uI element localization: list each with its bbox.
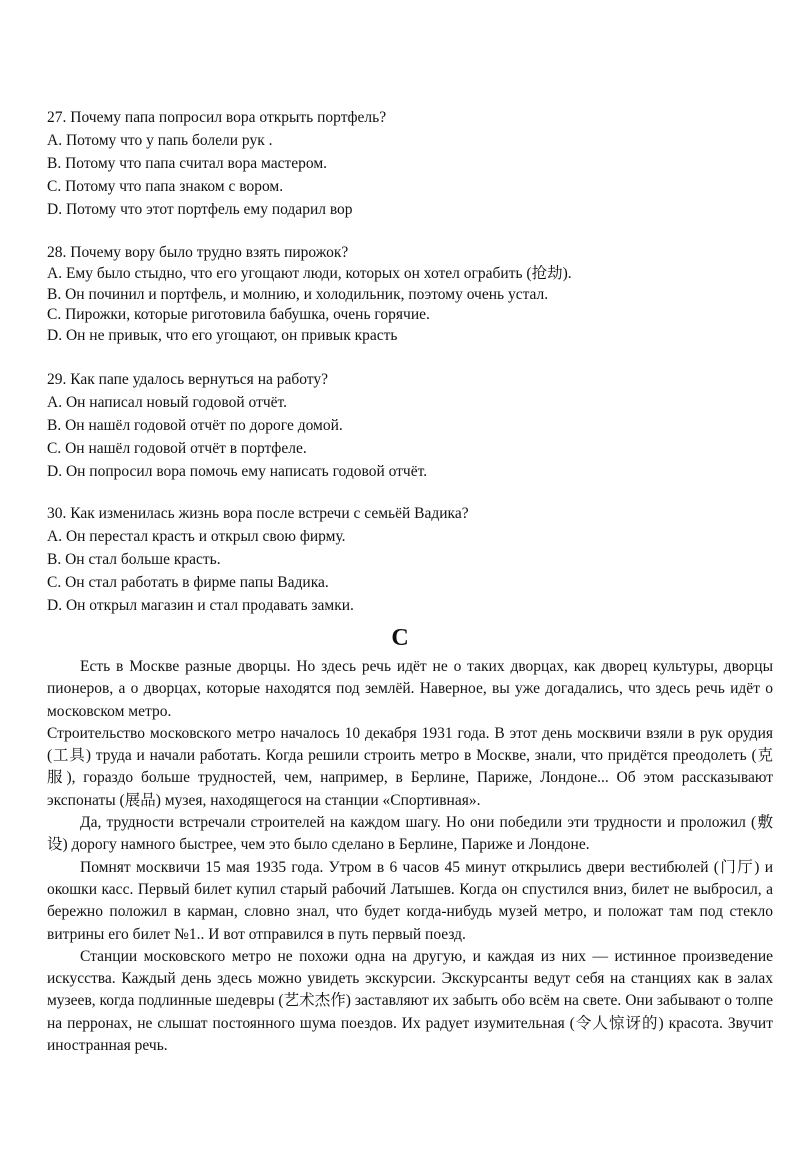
question-text: 28. Почему вору было трудно взять пирожок?: [47, 244, 349, 261]
passage-paragraph-2: Строительство московского метро началось 10 декабря 1931 года. В этот день москвичи взяли в рук орудия (工具) труда и начали работать. Когда решили строить метро в Москве, знали, что придётся преодолеть (克服), гораздо больше трудностей, чем, например, в Берлине, Париже, Лондоне... Об этом рассказывают экспонаты (展品) музея, находящегося на станции «Спортивная».: [47, 724, 773, 809]
option-d: D. Он не привык, что его угощают, он привык красть: [47, 326, 398, 344]
reading-passage: [47, 656, 773, 1057]
option-b: B. Потому что папа считал вора мастером.: [47, 155, 328, 172]
question-28: [47, 241, 767, 346]
question-text: 30. Как изменилась жизнь вора после встречи с семьёй Вадика?: [47, 505, 469, 522]
question-27: [47, 106, 767, 221]
passage-paragraph-4: Помнят москвичи 15 мая 1935 года. Утром в 6 часов 45 минут открылись двери вестибюлей (门厅) и окошки касс. Первый билет купил старый рабочий Латышев. Когда он спустился вниз, билет не выбросил, а бережно положил в карман, словно знал, что будет когда-нибудь музей метро, и положат там под стекло витрины его билет №1.. И вот отправился в путь первый поезд.: [47, 858, 773, 943]
question-text: 29. Как папе удалось вернуться на работу?: [47, 371, 328, 388]
option-b: B. Он нашёл годовой отчёт по дороге домой.: [47, 417, 343, 434]
option-a: A. Он написал новый годовой отчёт.: [47, 394, 288, 411]
option-a: A. Ему было стыдно, что его угощают люди, которых он хотел ограбить (抢劫).: [47, 265, 572, 282]
passage-paragraph-5: Станции московского метро не похожи одна на другую, и каждая из них — истинное произведение искусства. Каждый день здесь можно увидеть экскурсии. Экскурсанты ведут себя на станциях как в залах музеев, когда подлинные шедевры (艺术杰作) заставляют их забыть обо всём на свете. Они забывают о толпе на перронах, не слышат постоянного шума поездов. Их радует изумительная (令人惊讶的) красота. Звучит иностранная речь.: [47, 947, 773, 1055]
option-b: B. Он стал больше красть.: [47, 551, 221, 568]
option-a: A. Он перестал красть и открыл свою фирму.: [47, 528, 346, 545]
option-c: C. Он стал работать в фирме папы Вадика.: [47, 574, 329, 591]
option-d: D. Он попросил вора помочь ему написать годовой отчёт.: [47, 463, 428, 480]
option-d: D. Потому что этот портфель ему подарил вор: [47, 201, 353, 218]
section-heading: C: [391, 625, 409, 651]
question-text: 27. Почему папа попросил вора открыть портфель?: [47, 109, 387, 126]
option-c: C. Пирожки, которые риготовила бабушка, очень горячие.: [47, 306, 430, 323]
option-c: C. Потому что папа знаком с вором.: [47, 178, 284, 195]
question-29: [47, 368, 767, 483]
option-c: C. Он нашёл годовой отчёт в портфеле.: [47, 440, 307, 457]
option-b: B. Он починил и портфель, и молнию, и холодильник, поэтому очень устал.: [47, 285, 549, 303]
passage-paragraph-3: Да, трудности встречали строителей на каждом шагу. Но они победили эти трудности и проложил (敷设) дорогу намного быстрее, чем это было сделано в Берлине, Париже и Лондоне.: [47, 814, 773, 854]
question-30: [47, 502, 767, 617]
passage-paragraph-1: Есть в Москве разные дворцы. Но здесь речь идёт не о таких дворцах, как дворец культуры, дворцы пионеров, а о дворцах, которые находятся под землёй. Наверное, вы уже догадались, что здесь речь идёт о московском метро.: [47, 658, 773, 720]
option-d: D. Он открыл магазин и стал продавать замки.: [47, 597, 354, 614]
option-a: A. Потому что у папь болели рук .: [47, 132, 273, 149]
